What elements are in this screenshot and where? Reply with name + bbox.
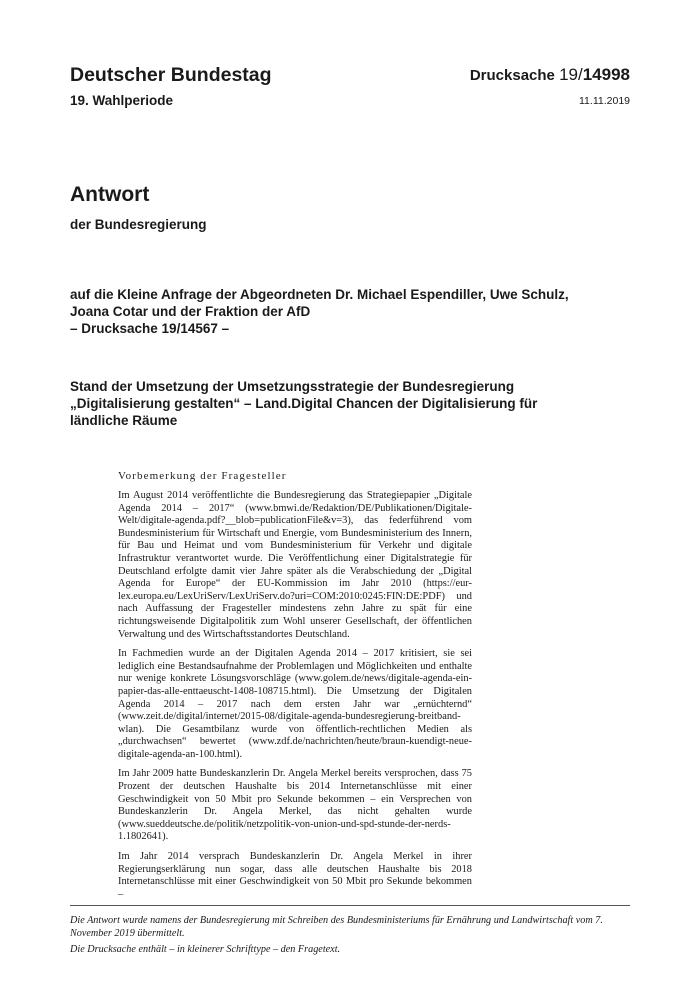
inquiry-line-3: – Drucksache 19/14567 – [70,321,230,336]
inquiry-line-1: auf die Kleine Anfrage der Abgeordneten Dr. Michael Espendiller, Uwe Schulz, [70,287,569,302]
document-title: Antwort [70,183,150,206]
footnote-transmission: Die Antwort wurde namens der Bundesregierung mit Schreiben des Bundesministeriums für Ernährung und Landwirtschaft vom 7. November 2019 übermittelt. [70,915,603,939]
preliminary-remark [118,470,472,908]
drucksache-number [470,65,630,85]
topic-line-3: ländliche Räume [70,413,178,428]
document-subtitle: der Bundesregierung [70,217,207,232]
footnote-divider [70,905,630,906]
drucksache-value: 14998 [582,65,630,84]
topic-line-2: „Digitalisierung gestalten“ – Land.Digital Chancen der Digitalisierung für [70,396,538,411]
drucksache-prefix: 19/ [559,65,583,84]
paragraph: In Fachmedien wurde an der Digitalen Agenda 2014 – 2017 kritisiert, sie sei lediglich eine Bestandsaufnahme der Problemlagen und Möglichkeiten und enthalte nur wenige konkrete Lösungsvorschläge (www.golem.de/news/digitale-agenda-ein-papier-das-alle-enttaeuscht-1408-108715.html). Die Umsetzung der Digitalen Agenda 2014 – 2017 nach dem ersten Jahr war „ernüchternd“ (www.zeit.de/digital/internet/2015-08/digitale-agenda-bundesregierung-breitband-wlan). Die Gesamtbilanz wurde von öffentlich-rechtlichen Medien als „durchwachsen“ bewertet (www.zdf.de/nachrichten/heute/braun-kuendigt-neue-digitale-agenda-an-100.html). [118,648,472,760]
inquiry-reference [70,286,640,337]
topic-line-1: Stand der Umsetzung der Umsetzungsstrategie der Bundesregierung [70,379,515,394]
paragraph: Im Jahr 2009 hatte Bundeskanzlerin Dr. Angela Merkel bereits versprochen, dass 75 Prozent der deutschen Haushalte bis 2014 Internetanschlüsse mit einer Geschwindigkeit von 50 Mbit pro Sekunde bekommen – ein Versprechen von Bundeskanzlerin Dr. Angela Merkel, das nicht gehalten wurde (www.sueddeutsche.de/politik/netzpolitik-von-union-und-spd-stunde-der-nerds-1.1802641). [118,768,472,843]
drucksache-label: Drucksache [469,67,555,84]
institution-name: Deutscher Bundestag [70,64,272,86]
inquiry-line-2: Joana Cotar und der Fraktion der AfD [70,304,311,319]
electoral-period: 19. Wahlperiode [70,93,174,108]
topic-title [70,378,640,429]
paragraph: Im August 2014 veröffentlichte die Bundesregierung das Strategiepapier „Digitale Agenda 2014 – 2017“ (www.bmwi.de/Redaktion/DE/Publikationen/Digitale-Welt/digitale-agenda.pdf?__blob=publicationFile&v=3), das federführend vom Bundesministerium für Wirtschaft und Energie, vom Bundesministerium des Innern, für Bau und Heimat und vom Bundesministerium für Verkehr und digitale Infrastruktur verantwortet wurde. Die Veröffentlichung einer Digitalstrategie für Deutschland erfolgte damit vier Jahre später als die Verabschiedung der „Digital Agenda for Europe“ der EU-Kommission im Jahr 2010 (https://eur-lex.europa.eu/LexUriServ/LexUriServ.do?uri=COM:2010:0245:FIN:DE:PDF) und nach Auffassung der Fragesteller mindestens zehn Jahre zu spät für eine richtungsweisende Digitalpolitik zum Wohl unserer Gesellschaft, der öffentlichen Verwaltung und des Wirtschaftsstandortes Deutschland. [118,490,472,640]
document-header [70,64,630,124]
preliminary-heading: Vorbemerkung der Fragesteller [118,470,287,482]
footnote-fonttype: Die Drucksache enthält – in kleinerer Schrifttype – den Fragetext. [70,944,341,955]
paragraph: Im Jahr 2014 versprach Bundeskanzlerin Dr. Angela Merkel in ihrer Regierungserklärung nun sogar, dass alle deutschen Haushalte bis 2018 Internetanschlüsse mit einer Geschwindigkeit von 50 Mbit pro Sekunde bekommen – [118,851,472,900]
document-date: 11.11.2019 [579,95,630,107]
